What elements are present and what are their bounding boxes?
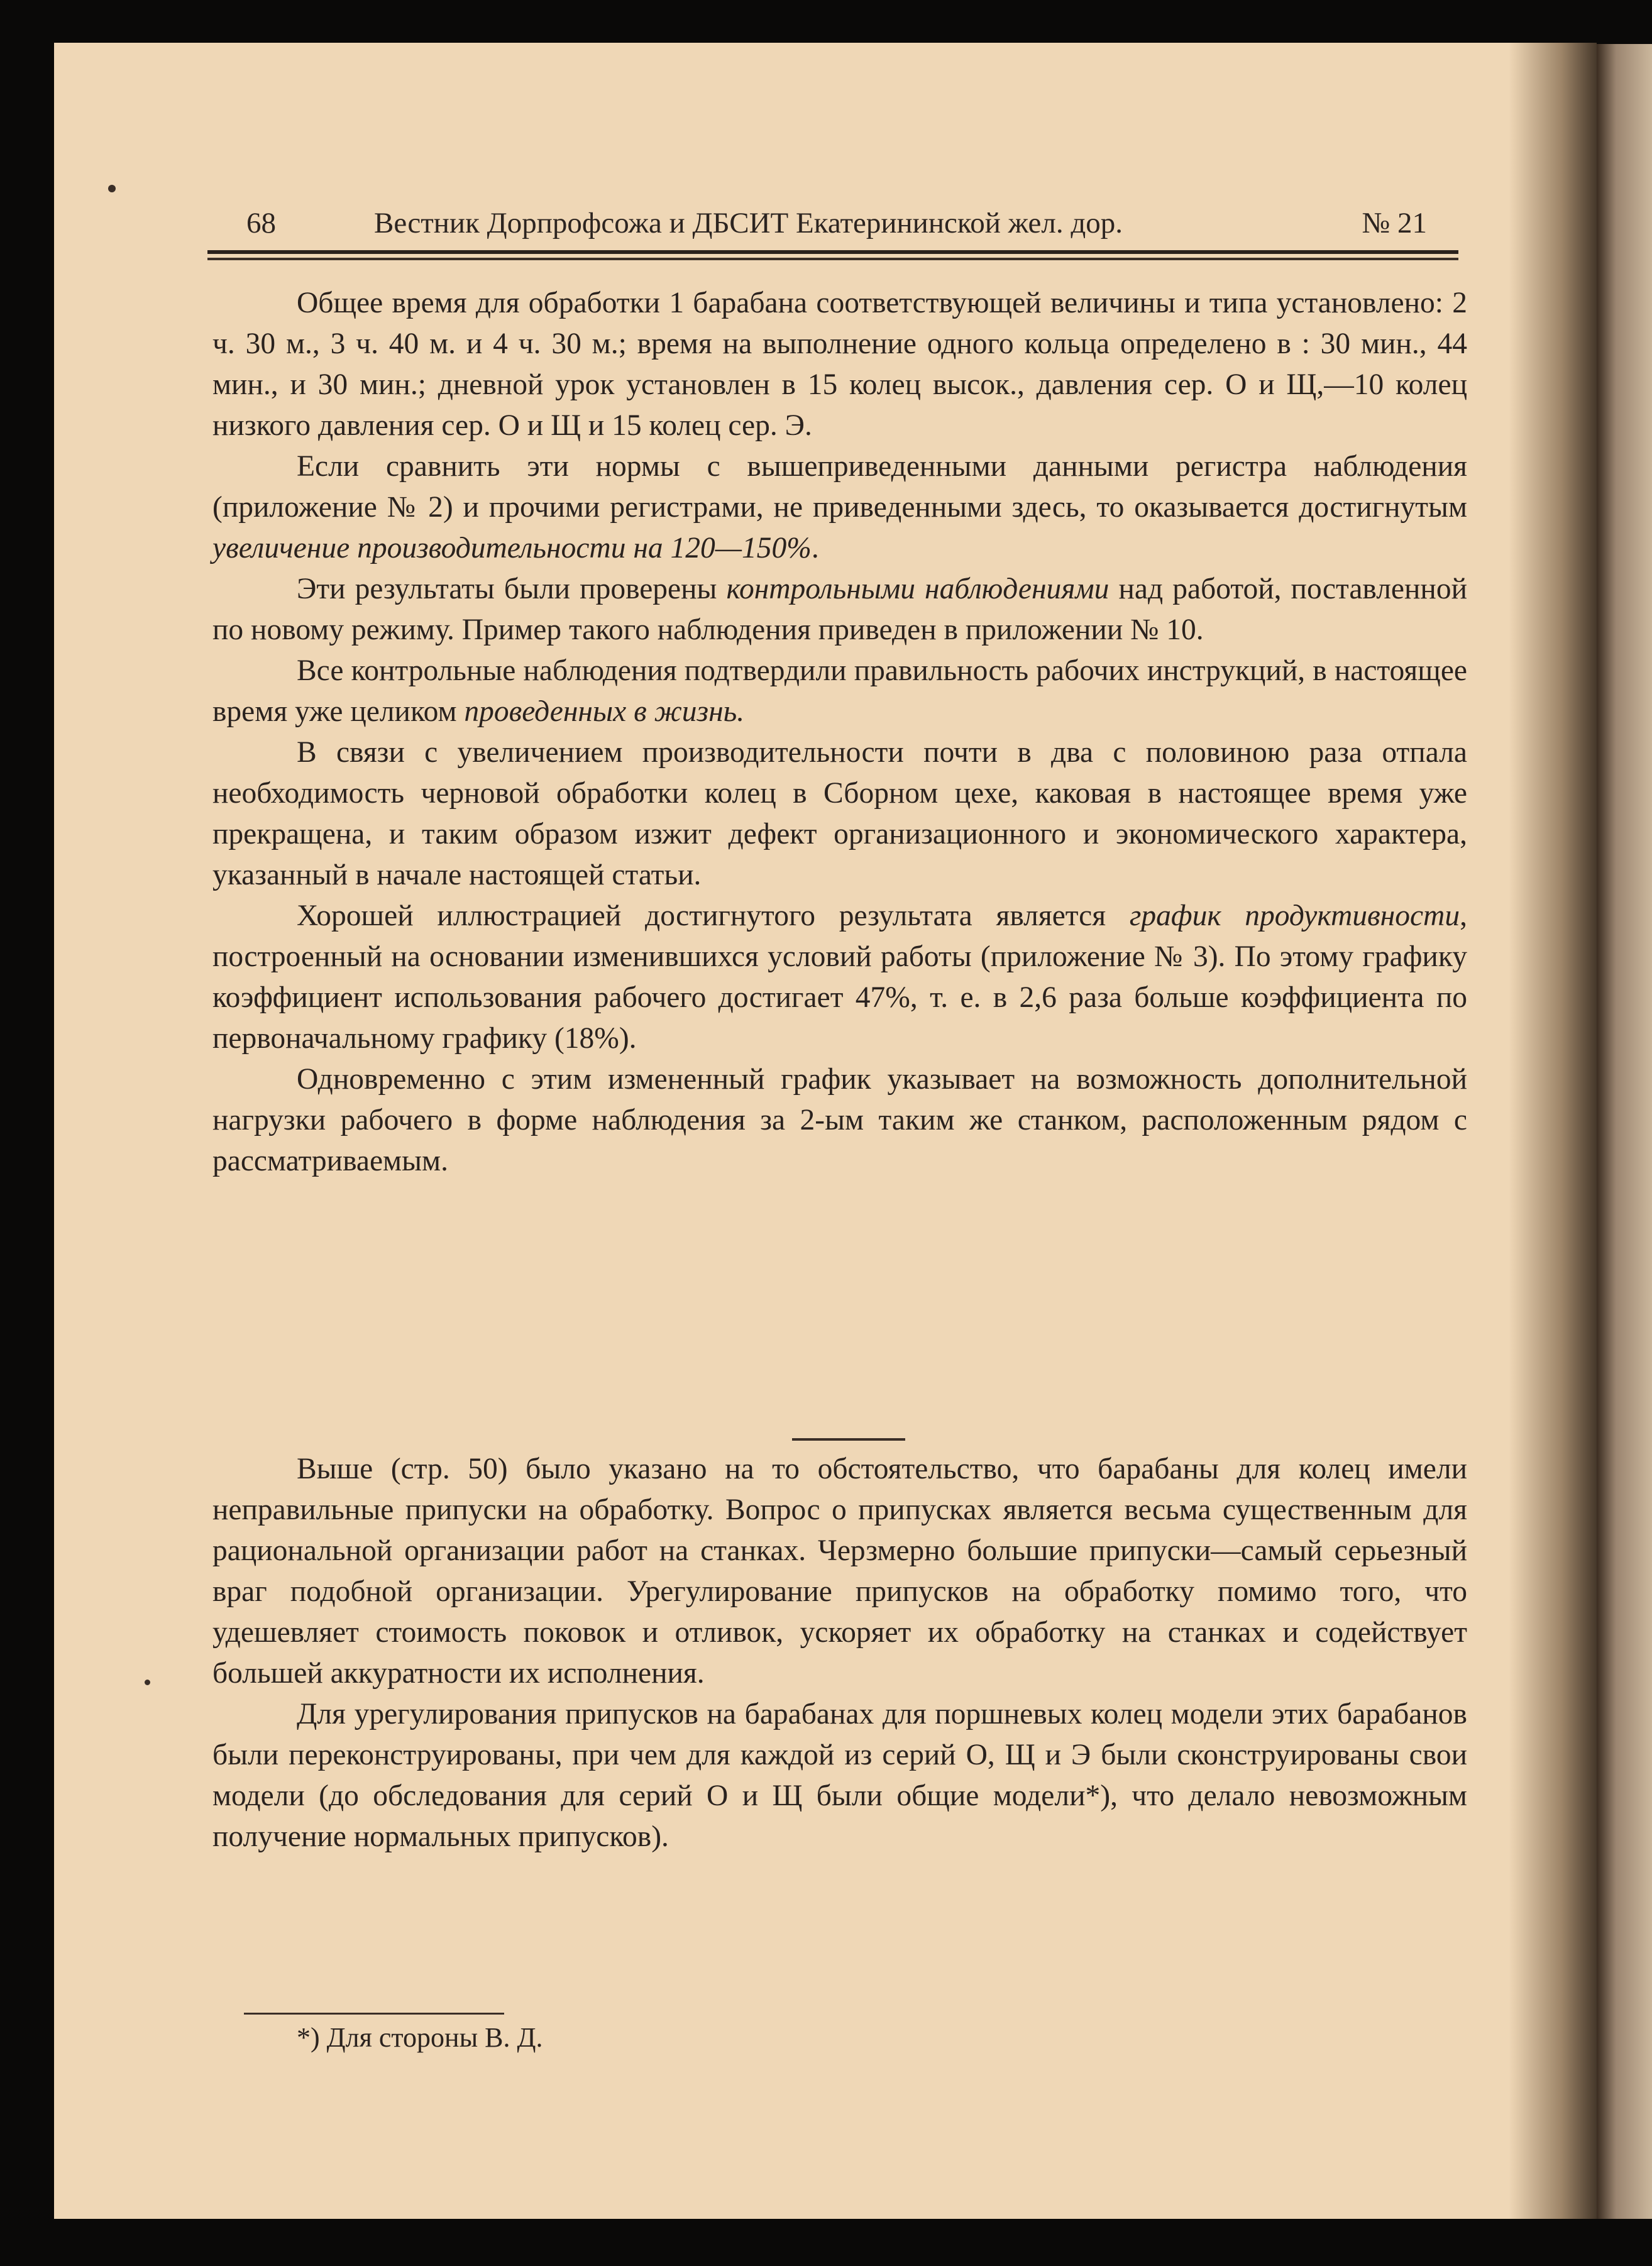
- emphasized-text: контрольными наблюдениями: [726, 573, 1110, 605]
- page-gutter-shadow: [1509, 43, 1597, 2219]
- paragraph: [212, 1449, 1467, 1694]
- running-header: [207, 206, 1458, 250]
- paragraph-text: В связи с увеличением производительности почти в два с половиною раза отпала необходимость черновой обработки колец в Сборном цехе, каковая в настоящее время уже прекращена, и таким образом изжит дефект организационного и экономического характера, указанный в начале настоящей статьи.: [212, 736, 1467, 891]
- paragraph: [212, 283, 1467, 446]
- paragraph: [212, 1694, 1467, 1857]
- paragraph-text: Хорошей иллюстрацией достигнутого результата является: [297, 899, 1130, 932]
- header-rule: [207, 250, 1458, 254]
- paragraph-text: над работой, поставленной по новому режиму. Пример такого наблюдения приведен в приложении № 10.: [212, 573, 1468, 646]
- article-body-continued: [212, 1449, 1467, 1857]
- emphasized-text: график продуктивности: [1129, 899, 1460, 932]
- paragraph-text: Выше (стр. 50) было указано на то обстоятельство, что барабаны для колец имели неправильные припуски на обработку. Вопрос о припусках является весьма существенным для рациональной организации работ на станках. Черзмерно большие припуски—самый серьезный враг подобной организации. Урегулирование припусков на обработку помимо того, что удешевляет стоимость поковок и отливок, ускоряет их обработку на станках и содействует большей аккуратности их исполнения.: [212, 1453, 1467, 1690]
- paragraph-text: .: [811, 532, 819, 564]
- paragraph: [212, 651, 1467, 732]
- paragraph-text: Эти результаты были проверены: [297, 573, 727, 605]
- header-rule: [207, 258, 1458, 260]
- footnote: *) Для стороны В. Д.: [297, 2022, 543, 2053]
- emphasized-text: увеличение производительности на 120—150%: [212, 532, 812, 564]
- footnote-rule: [244, 2013, 504, 2015]
- paragraph: [212, 896, 1467, 1059]
- paragraph: [212, 569, 1467, 651]
- paragraph-text: Если сравнить эти нормы с вышеприведенными данными регистра наблюдения (приложение № 2) и прочими регистрами, не приведенными здесь, то оказывается достигнутым: [212, 450, 1467, 524]
- paragraph-text: Одновременно с этим измененный график указывает на возможность дополнительной нагрузки рабочего в форме наблюдения за 2-ым таким же станком, расположенным рядом с рассматриваемым.: [212, 1063, 1467, 1177]
- journal-title: Вестник Дорпрофсожа и ДБСИТ Екатерининской жел. дор.: [374, 207, 1123, 239]
- ink-speck: [108, 185, 116, 192]
- paragraph-text: Общее время для обработки 1 барабана соответствующей величины и типа установлено: 2 ч. 30 м., 3 ч. 40 м. и 4 ч. 30 м.; время на выполнение одного кольца определено в : 30 мин., 44 мин., и 30 мин.; дневной урок установлен в 15 колец высок., давления сер. О и Щ,—10 колец низкого давления сер. О и Щ и 15 колец сер. Э.: [212, 287, 1467, 442]
- paragraph: [212, 446, 1467, 569]
- paragraph-text: Для урегулирования припусков на барабанах для поршневых колец модели этих барабанов были переконструированы, при чем для каждой из серий О, Щ и Э были сконструированы свои модели (до обследования для серий О и Щ были общие модели*), что делало невозможным получение нормальных припусков).: [212, 1698, 1467, 1853]
- ink-speck: [145, 1680, 150, 1685]
- adjacent-page-edge: [1597, 44, 1652, 2219]
- issue-number: № 21: [1362, 207, 1427, 239]
- paragraph: [212, 1059, 1467, 1182]
- paragraph-text: , построенный на основании изменившихся условий работы (приложение № 3). По этому графику коэффициент использования рабочего достигает 47%, т. е. в 2,6 раза больше коэффициента по первоначальному графику (18%).: [212, 899, 1467, 1055]
- emphasized-text: проведенных в жизнь.: [464, 695, 745, 728]
- section-separator: [792, 1438, 905, 1441]
- article-body: [212, 283, 1467, 1182]
- page-number: 68: [246, 207, 276, 239]
- paragraph: [212, 732, 1467, 896]
- paragraph-text: Все контрольные наблюдения подтвердили правильность рабочих инструкций, в настоящее время уже целиком: [212, 654, 1467, 728]
